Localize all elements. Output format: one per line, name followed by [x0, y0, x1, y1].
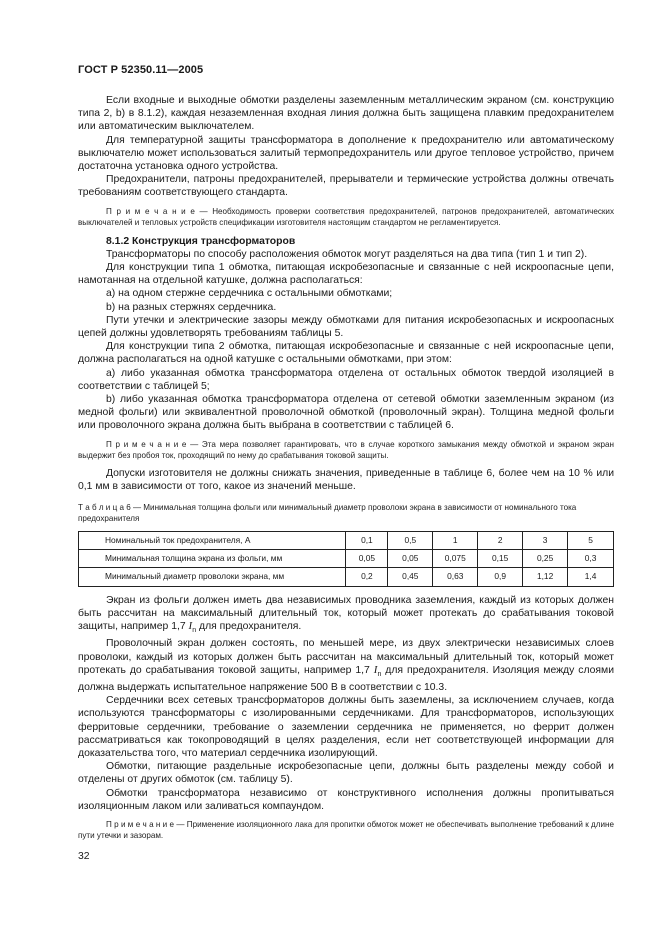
table-cell: 2	[478, 532, 523, 550]
paragraph: Сердечники всех сетевых трансформаторов должны быть заземлены, за исключением случаев, когда используются трансформаторы с изолированными сердечниками. Для трансформаторов, использующих ферритовые сердечники, требование о заземлении сердечника не применяется, но феррит должен рассматриваться как токопроводящий в целях разделения, если нет соответствующей информации для доказательства того, что материал сердечника изолирующий.	[78, 695, 614, 760]
paragraph: Для температурной защиты трансформатора в дополнение к предохранителю или автоматическому выключателю может использоваться залитый термопредохранитель или другое тепловое устройство, причем достаточна установка одного устройства.	[78, 134, 614, 173]
table-row	[79, 532, 614, 550]
table-caption	[78, 503, 614, 524]
text-run: для предохранителя. Изоляция между слоями должна выдержать испытательное напряжение 500 В в соответствии с 10.3.	[78, 664, 615, 694]
current-symbol: I	[373, 663, 378, 676]
paragraph	[78, 637, 614, 694]
paragraph: Трансформаторы по способу расположения обмоток могут разделяться на два типа (тип 1 и тип 2).	[106, 248, 588, 260]
list-item: a) либо указанная обмотка трансформатора отделена от остальных обмоток твердой изоляцией в соответствии с таблицей 5;	[78, 367, 614, 392]
table-cell: 0,45	[388, 568, 433, 586]
current-subscript: n	[192, 627, 197, 635]
text-run: Экран из фольги должен иметь два независимых проводника заземления, каждый из которых должен быть рассчитан на максимальный длительный ток, который может протекать до срабатывания токовой защиты, например 1,7	[78, 594, 614, 633]
table-cell: 0,63	[433, 568, 478, 586]
paragraph: Обмотки трансформатора независимо от конструктивного исполнения должны пропитываться изоляционным лаком или заливаться компаундом.	[78, 787, 614, 812]
table-cell: 0,15	[478, 550, 523, 568]
table-row	[79, 550, 614, 568]
table-cell: Номинальный ток предохранителя, А	[79, 532, 346, 550]
note	[78, 439, 614, 461]
table-cell: Минимальная толщина экрана из фольги, мм	[79, 550, 346, 568]
paragraph: Предохранители, патроны предохранителей, прерыватели и термические устройства должны отвечать требованиям соответствующего стандарта.	[78, 174, 614, 199]
list-item: b) либо указанная обмотка трансформатора отделена от сетевой обмотки заземленным экраном (из медной фольги) или эквивалентной проволочной обмоткой (проволочный экран). Толщина медной фольги или проволочного экрана должна быть выбрана в соответствии с таблицей 6.	[78, 394, 614, 432]
section-title: 8.1.2 Конструкция трансформаторов	[106, 235, 296, 247]
paragraph: Для конструкции типа 1 обмотка, питающая искробезопасные и связанные с ней искроопасные цепи, намотанная на отдельной катушке, должна располагаться:	[78, 262, 614, 287]
table-cell: 0,05	[346, 550, 388, 568]
current-subscript: n	[377, 670, 382, 678]
note-label: П р и м е ч а н и е	[106, 439, 187, 449]
table-caption-text: 6 — Минимальная толщина фольги или минимальный диаметр проволоки экрана в зависимости от номинального тока предохранителя	[78, 503, 577, 523]
table-cell: 0,5	[388, 532, 433, 550]
text-run: для предохранителя.	[196, 621, 302, 633]
table-cell: Минимальный диаметр проволоки экрана, мм	[79, 568, 346, 586]
note-text: — Эта мера позволяет гарантировать, что в случае короткого замыкания между обмоткой и экраном экран выдержит без пробоя ток, проходящий по нему до срабатывания токовой защиты.	[78, 439, 614, 460]
list-item: a) на одном стержне сердечника с остальными обмотками;	[106, 288, 393, 300]
standard-header: ГОСТ Р 52350.11—2005	[78, 64, 204, 76]
note-text: — Необходимость проверки соответствия предохранителей, патронов предохранителей, автоматических выключателей и тепловых устройств спецификации изготовителя настоящим стандартом не регламентируется.	[78, 206, 614, 227]
paragraph: Для конструкции типа 2 обмотка, питающая искробезопасные и связанные с ней искроопасные цепи, должна располагаться на одной катушке с остальными обмотками, при этом:	[78, 341, 614, 366]
note-label: П р и м е ч а н и е	[106, 206, 195, 216]
table-cell: 0,05	[388, 550, 433, 568]
paragraph	[78, 594, 614, 638]
table-cell: 0,25	[523, 550, 568, 568]
table-cell: 0,9	[478, 568, 523, 586]
note	[78, 819, 614, 841]
note	[78, 206, 614, 228]
page-number: 32	[78, 851, 90, 862]
list-item: b) на разных стержнях сердечника.	[106, 301, 277, 313]
page-body	[78, 94, 614, 847]
table-cell: 3	[523, 532, 568, 550]
current-symbol: I	[188, 620, 193, 633]
table-row	[79, 568, 614, 586]
paragraph: Обмотки, питающие раздельные искробезопасные цепи, должны быть разделены между собой и отделены от других обмоток (см. таблицу 5).	[78, 761, 614, 786]
table-cell: 1,12	[523, 568, 568, 586]
paragraph: Пути утечки и электрические зазоры между обмотками для питания искробезопасных и искроопасных цепей должны удовлетворять требованиям таблицы 5.	[78, 314, 614, 340]
data-table	[78, 531, 614, 587]
table-cell: 1	[433, 532, 478, 550]
paragraph: Допуски изготовителя не должны снижать значения, приведенные в таблице 6, более чем на 10 % или 0,1 мм в зависимости от того, какое из значений меньше.	[78, 467, 614, 492]
table-caption-label: Т а б л и ц а	[78, 503, 124, 513]
table-cell: 0,2	[346, 568, 388, 586]
paragraph: Если входные и выходные обмотки разделены заземленным металлическим экраном (см. конструкцию типа 2, b) в 8.1.2), каждая незаземленная входная линия должна быть защищена плавким предохранителем или автоматическим выключателем.	[78, 95, 614, 133]
table-cell: 0,1	[346, 532, 388, 550]
table-cell: 1,4	[568, 568, 614, 586]
table-cell: 0,075	[433, 550, 478, 568]
note-label: П р и м е ч а н и е	[106, 820, 175, 830]
table-cell: 5	[568, 532, 614, 550]
table-cell: 0,3	[568, 550, 614, 568]
text-run: Проволочный экран должен состоять, по меньшей мере, из двух электрически независимых слоев проволоки, каждый из которых должен быть рассчитан на максимальный длительный ток, который может протекать до срабатывания токовой защиты, например 1,7	[78, 638, 614, 676]
note-text: — Применение изоляционного лака для пропитки обмоток может не обеспечивать выполнение требований к длине пути утечки и зазорам.	[78, 820, 614, 841]
